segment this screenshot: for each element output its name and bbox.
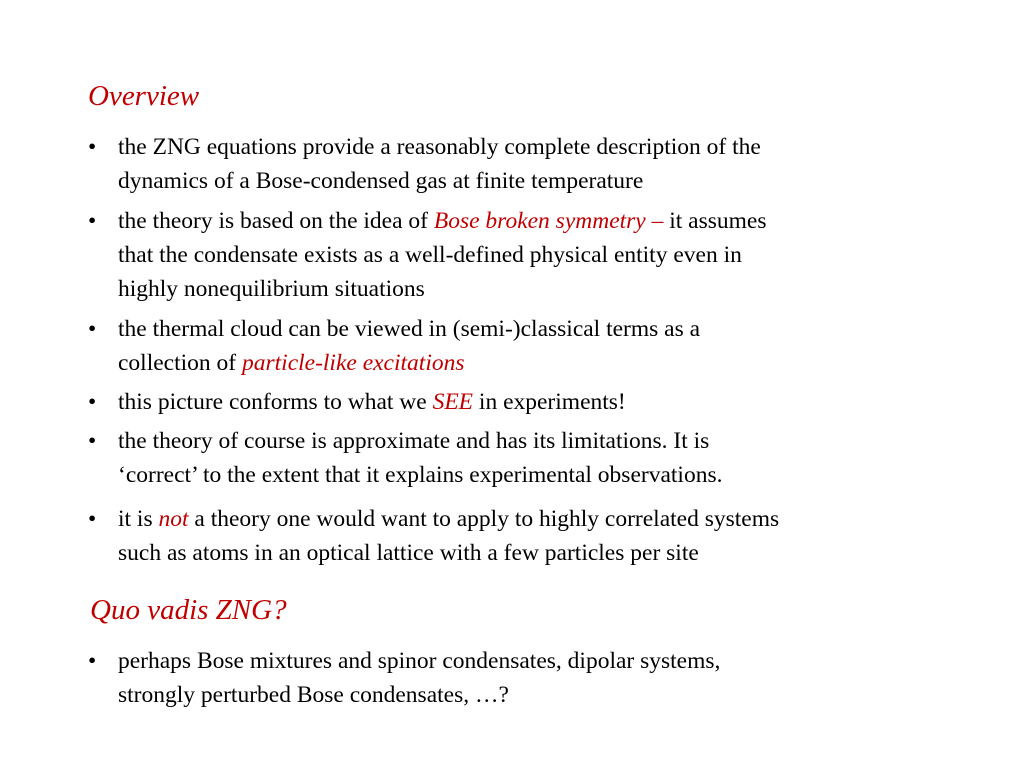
bullet-line: that the condensate exists as a well-defined physical entity even in — [118, 242, 742, 268]
emphasis-text: particle-like excitations — [241, 350, 465, 376]
bullet-dot: • — [88, 389, 97, 415]
bullet-line: the ZNG equations provide a reasonably complete description of the — [118, 134, 761, 160]
bullet-line: the thermal cloud can be viewed in (semi-)classical terms as a — [118, 316, 701, 342]
bullet-text — [118, 130, 938, 198]
bullet-item — [88, 312, 938, 380]
bullet-text-run: a theory one would want to apply to highly correlated systems — [188, 506, 780, 532]
bullet-item — [88, 385, 938, 419]
bullet-text — [118, 644, 938, 712]
bullet-text-run: this picture conforms to what we — [118, 389, 433, 415]
bullet-text — [118, 204, 938, 306]
bullet-line: strongly perturbed Bose condensates, …? — [118, 682, 509, 708]
bullet-dot: • — [88, 208, 97, 234]
bullet-item — [88, 502, 938, 570]
bullet-text — [118, 502, 938, 570]
bullet-text — [118, 385, 938, 419]
overview-heading: Overview — [88, 80, 200, 112]
quo-vadis-heading: Quo vadis ZNG? — [90, 594, 287, 626]
bullet-item — [88, 204, 938, 306]
bullet-item — [88, 644, 938, 712]
bullet-line: such as atoms in an optical lattice with a few particles per site — [118, 540, 699, 566]
bullet-text — [118, 312, 938, 380]
emphasis-text: Bose broken symmetry – — [433, 208, 664, 234]
emphasis-text: not — [158, 506, 189, 532]
bullet-dot: • — [88, 648, 97, 674]
bullet-dot: • — [88, 428, 97, 454]
bullet-text-run: in experiments! — [473, 389, 626, 415]
bullet-text-run: the theory is based on the idea of — [118, 208, 434, 234]
bullet-line: dynamics of a Bose-condensed gas at finite temperature — [118, 168, 644, 194]
bullet-dot: • — [88, 134, 97, 160]
bullet-line: ‘correct’ to the extent that it explains experimental observations. — [118, 462, 723, 488]
bullet-line: highly nonequilibrium situations — [118, 276, 425, 302]
bullet-item — [88, 424, 938, 492]
bullet-text-run: collection of — [118, 350, 242, 376]
bullet-dot: • — [88, 316, 97, 342]
bullet-line: the theory of course is approximate and has its limitations. It is — [118, 428, 710, 454]
bullet-line: perhaps Bose mixtures and spinor condensates, dipolar systems, — [118, 648, 721, 674]
bullet-text-run: it is — [118, 506, 159, 532]
bullet-item — [88, 130, 938, 198]
bullet-dot: • — [88, 506, 97, 532]
emphasis-text: SEE — [432, 389, 474, 415]
bullet-text — [118, 424, 938, 492]
bullet-text-run: it assumes — [663, 208, 767, 234]
